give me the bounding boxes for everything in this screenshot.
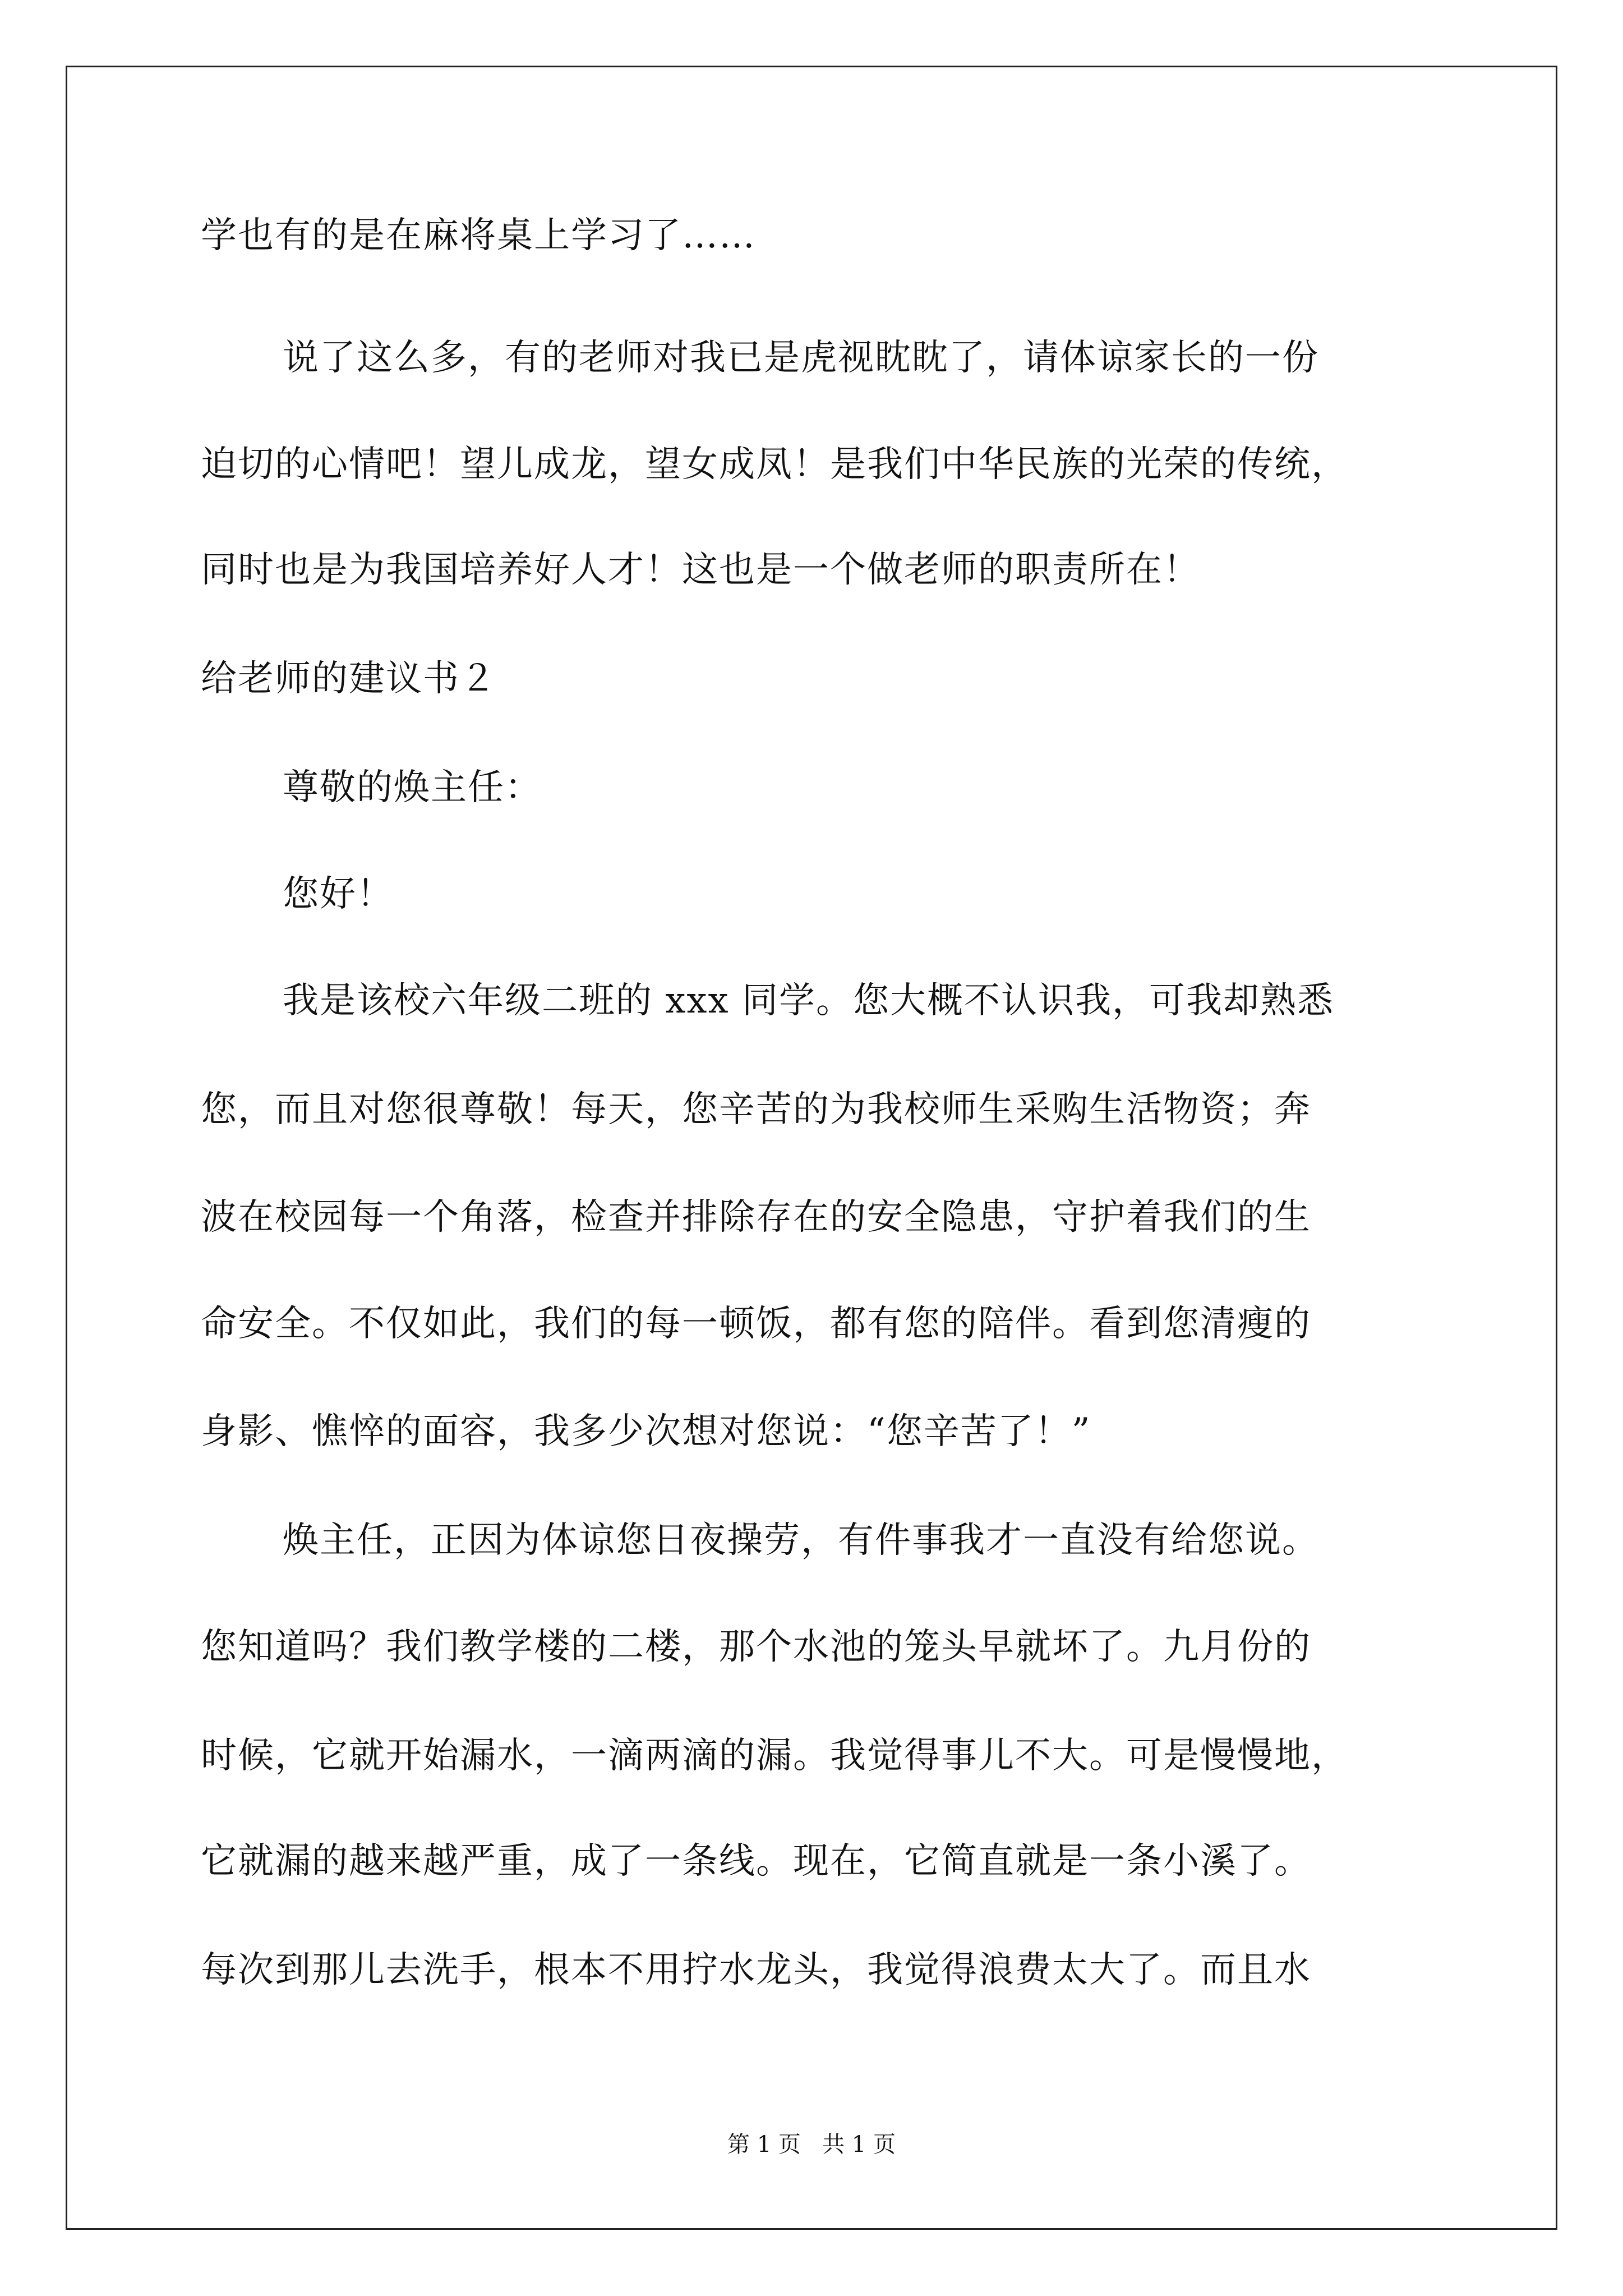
paragraph-line: 您，而且对您很尊敬！每天，您辛苦的为我校师生采购生活物资；奔 — [201, 1089, 1311, 1130]
page-border — [66, 66, 1557, 2230]
paragraph-line: 它就漏的越来越严重，成了一条线。现在，它简直就是一条小溪了。 — [201, 1841, 1311, 1882]
paragraph-line: 您知道吗？我们教学楼的二楼，那个水池的笼头早就坏了。九月份的 — [201, 1626, 1311, 1668]
paragraph-line: 时候，它就开始漏水，一滴两滴的漏。我觉得事儿不大。可是慢慢地， — [201, 1735, 1348, 1777]
greeting: 您好！ — [283, 873, 394, 915]
paragraph-line: 说了这么多，有的老师对我已是虎视眈眈了，请体谅家长的一份 — [283, 337, 1319, 379]
salutation: 尊敬的焕主任： — [283, 767, 542, 808]
page-footer: 第 1 页 共 1 页 — [727, 2132, 896, 2157]
paragraph-line: 波在校园每一个角落，检查并排除存在的安全隐患，守护着我们的生 — [201, 1197, 1311, 1238]
paragraph-line: 焕主任，正因为体谅您日夜操劳，有件事我才一直没有给您说。 — [283, 1520, 1319, 1561]
paragraph-line: 我是该校六年级二班的 xxx 同学。您大概不认识我，可我却熟悉 — [283, 980, 1334, 1022]
paragraph-line: 命安全。不仅如此，我们的每一顿饭，都有您的陪伴。看到您清瘦的 — [201, 1303, 1311, 1345]
paragraph-line: 每次到那儿去洗手，根本不用拧水龙头，我觉得浪费太大了。而且水 — [201, 1949, 1311, 1991]
paragraph-line: 学也有的是在麻将桌上学习了…… — [201, 215, 756, 256]
paragraph-line: 身影、憔悴的面容，我多少次想对您说：“您辛苦了！” — [201, 1411, 1091, 1452]
paragraph-line: 同时也是为我国培养好人才！这也是一个做老师的职责所在！ — [201, 549, 1200, 591]
section-heading: 给老师的建议书２ — [201, 658, 497, 700]
paragraph-line: 迫切的心情吧！望儿成龙，望女成凤！是我们中华民族的光荣的传统， — [201, 444, 1348, 485]
